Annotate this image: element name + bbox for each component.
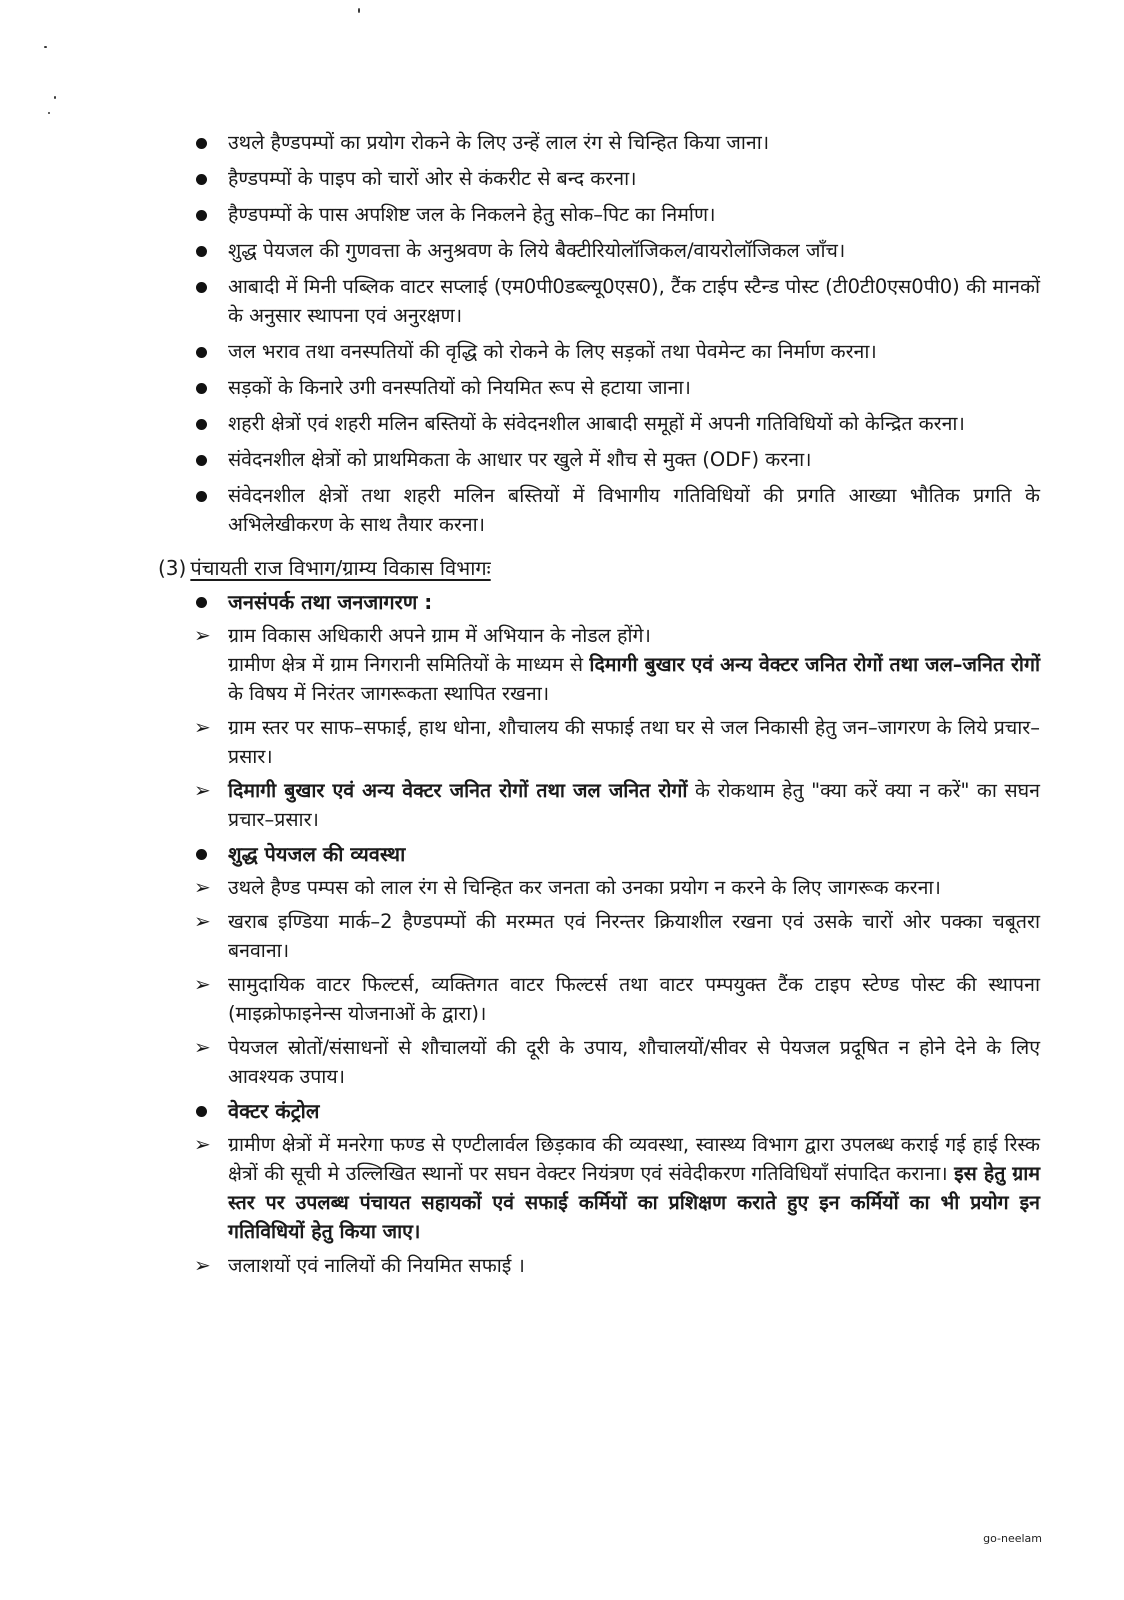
list-item-text-continued: [228, 650, 1040, 708]
section-title: पंचायती राज विभाग/ग्राम्य विकास विभागः: [190, 556, 491, 580]
list-item-text: शुद्ध पेयजल की गुणवत्ता के अनुश्रवण के लिये बैक्टीरियोलॉजिकल/वायरोलॉजिकल जाँच।: [228, 239, 846, 262]
bullet-icon: [196, 419, 207, 430]
subheading-vector-control: [190, 1096, 1040, 1126]
subheading-jansampark: [190, 587, 1040, 617]
list-item: [190, 337, 1040, 366]
text-run: के विषय में निरंतर जागरूकता स्थापित रखना।: [228, 682, 550, 705]
list-item-text: ग्राम स्तर पर साफ–सफाई, हाथ धोना, शौचालय की सफाई तथा घर से जल निकासी हेतु जन–जागरण के लिये प्रचार–प्रसार।: [228, 716, 1040, 768]
arrow-bullet-icon: ➢: [194, 972, 211, 996]
list-item: [190, 128, 1040, 157]
list-item: [190, 200, 1040, 229]
arrow-bullet-icon: ➢: [194, 623, 211, 647]
list-item-text: आबादी में मिनी पब्लिक वाटर सप्लाई (एम0पी0डब्ल्यू0एस0), टैंक टाईप स्टैन्ड पोस्ट (टी0टी0एस0पी0) की मानकों के अनुसार स्थापना एवं अनुरक्षण।: [228, 275, 1040, 327]
bullet-icon: [196, 383, 207, 394]
subheading-text: शुद्ध पेयजल की व्यवस्था: [228, 842, 406, 866]
arrow-bullet-icon: ➢: [194, 909, 211, 933]
list-item-text: सड़कों के किनारे उगी वनस्पतियों को नियमित रूप से हटाया जाना।: [228, 376, 691, 399]
footer-mark: go-neelam: [983, 1532, 1042, 1545]
text-run: ग्रामीण क्षेत्रों में मनरेगा फण्ड से एण्टीलार्वल छिड़काव की व्यवस्था, स्वास्थ्य विभाग द्वारा उपलब्ध कराई गई हाई रिस्क क्षेत्रों की सूची मे उल्लिखित स्थानों पर सघन वेक्टर नियंत्रण एवं संवेदीकरण गतिविधियाँ संपादित कराना।: [228, 1133, 1040, 1185]
arrow-bullet-icon: ➢: [194, 1035, 211, 1059]
list-item: [190, 713, 1040, 771]
section-heading: [158, 553, 1040, 583]
subheading-text: जनसंपर्क तथा जनजागरण :: [228, 590, 433, 614]
scan-speck: [54, 96, 56, 99]
bullet-icon: [196, 849, 207, 860]
arrow-bullet-icon: ➢: [194, 778, 211, 802]
bullet-icon: [196, 246, 207, 257]
bullet-icon: [196, 210, 207, 221]
subheading-peyjal: [190, 839, 1040, 869]
scan-speck: [358, 8, 360, 13]
list-item: [190, 1033, 1040, 1091]
list-item: [190, 164, 1040, 193]
bullet-icon: [196, 138, 207, 149]
list-item: [190, 373, 1040, 402]
list-item-text: पेयजल स्रोतों/संसाधनों से शौचालयों की दूरी के उपाय, शौचालयों/सीवर से पेयजल प्रदूषित न होने देने के लिए आवश्यक उपाय।: [228, 1036, 1040, 1088]
list-item: [190, 272, 1040, 330]
list-item: [190, 621, 1040, 708]
list-item: [190, 907, 1040, 965]
bullet-icon: [196, 491, 207, 502]
subheading-text: वेक्टर कंट्रोल: [228, 1099, 320, 1123]
list-item-text: उथले हैण्ड पम्पस को लाल रंग से चिन्हित कर जनता को उनका प्रयोग न करने के लिए जागरूक करना।: [228, 876, 941, 899]
bullet-icon: [196, 597, 207, 608]
list-item-text: हैण्डपम्पों के पाइप को चारों ओर से कंकरीट से बन्द करना।: [228, 167, 637, 190]
top-bullet-list: [190, 128, 1040, 539]
text-run: ग्रामीण क्षेत्र में ग्राम निगरानी समितियों के माध्यम से: [228, 653, 590, 676]
list-item-text: ग्राम विकास अधिकारी अपने ग्राम में अभियान के नोडल होंगे।: [228, 624, 651, 647]
list-item-text: शहरी क्षेत्रों एवं शहरी मलिन बस्तियों के संवेदनशील आबादी समूहों में अपनी गतिविधियों को केन्द्रित करना।: [228, 412, 965, 435]
list-item: [190, 481, 1040, 539]
list-item-text: सामुदायिक वाटर फिल्टर्स, व्यक्तिगत वाटर फिल्टर्स तथा वाटर पम्पयुक्त टैंक टाइप स्टेण्ड पोस्ट की स्थापना (माइक्रोफाइनेन्स योजनाओं के द्वारा)।: [228, 973, 1040, 1025]
bold-text-run: दिमागी बुखार एवं अन्य वेक्टर जनित रोगों तथा जल–जनित रोगों: [589, 653, 1041, 676]
list-item: [190, 873, 1040, 902]
bullet-icon: [196, 174, 207, 185]
section-number: (3): [158, 556, 187, 580]
arrow-bullet-icon: ➢: [194, 1253, 211, 1277]
list-item: [190, 1130, 1040, 1246]
list-item-text: उथले हैण्डपम्पों का प्रयोग रोकने के लिए उन्हें लाल रंग से चिन्हित किया जाना।: [228, 131, 770, 154]
bullet-icon: [196, 347, 207, 358]
document-body: [158, 128, 1041, 1285]
arrow-bullet-icon: ➢: [194, 1132, 211, 1156]
list-item: [190, 445, 1040, 474]
scan-speck: [44, 46, 47, 48]
list-item: [190, 236, 1040, 265]
bold-text-run: दिमागी बुखार एवं अन्य वेक्टर जनित रोगों तथा जल जनित रोगों: [228, 779, 688, 802]
bullet-icon: [196, 1106, 207, 1117]
list-item-text: संवेदनशील क्षेत्रों तथा शहरी मलिन बस्तियों में विभागीय गतिविधियों की प्रगति आख्या भौतिक प्रगति के अभिलेखीकरण के साथ तैयार करना।: [228, 484, 1040, 536]
bullet-icon: [196, 282, 207, 293]
list-item: [190, 1251, 1040, 1280]
list-item: [190, 409, 1040, 438]
text-run: के रोकथाम हेतु "क्या करें क्या न करें" का सघन प्रचार–प्रसार।: [228, 779, 1040, 831]
bold-text-run: इस हेतु ग्राम स्तर पर उपलब्ध पंचायत सहायकों एवं सफाई कर्मियों का प्रशिक्षण कराते हुए इन कर्मियों का भी प्रयोग इन गतिविधियों हेतु किया जाए।: [228, 1162, 1041, 1243]
list-item: [190, 776, 1040, 834]
list-item-text: जल भराव तथा वनस्पतियों की वृद्धि को रोकने के लिए सड़कों तथा पेवमेन्ट का निर्माण करना।: [228, 340, 877, 363]
arrow-bullet-icon: ➢: [194, 875, 211, 899]
list-item-text: जलाशयों एवं नालियों की नियमित सफाई ।: [228, 1254, 525, 1277]
list-item-text: संवेदनशील क्षेत्रों को प्राथमिकता के आधार पर खुले में शौच से मुक्त (ODF) करना।: [228, 448, 812, 471]
list-item-text: हैण्डपम्पों के पास अपशिष्ट जल के निकलने हेतु सोक–पिट का निर्माण।: [228, 203, 716, 226]
bullet-icon: [196, 455, 207, 466]
list-item: [190, 970, 1040, 1028]
arrow-bullet-icon: ➢: [194, 715, 211, 739]
scan-speck: [48, 112, 50, 114]
list-item-text: खराब इण्डिया मार्क–2 हैण्डपम्पों की मरम्मत एवं निरन्तर क्रियाशील रखना एवं उसके चारों ओर पक्का चबूतरा बनवाना।: [228, 910, 1040, 962]
